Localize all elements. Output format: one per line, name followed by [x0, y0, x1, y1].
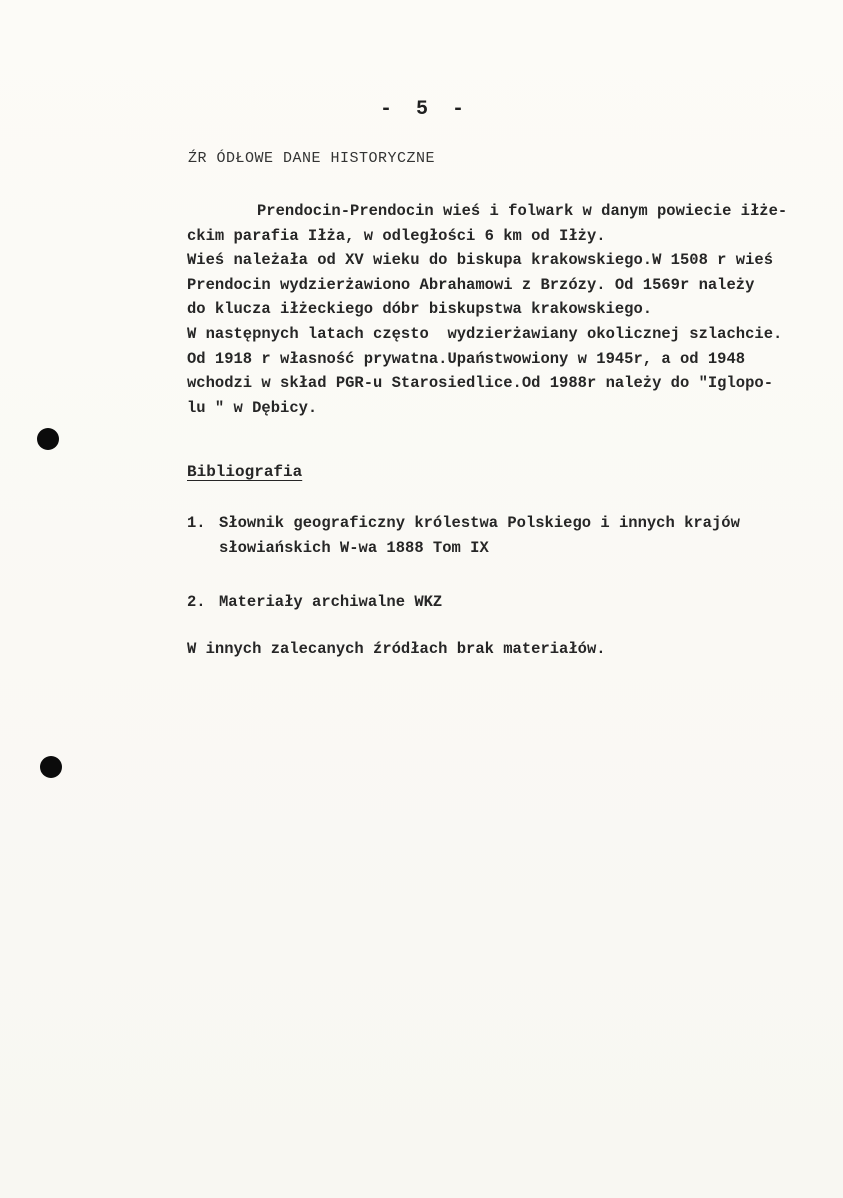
- paragraph-line: W następnych latach często wydzierżawiany okolicznej szlachcie.: [187, 324, 783, 343]
- bibliography-item: [187, 511, 827, 561]
- historical-paragraph: [187, 199, 837, 420]
- paragraph-line: Prendocin wydzierżawiono Abrahamowi z Brzózy. Od 1569r należy: [187, 275, 755, 294]
- bibliography-list: [187, 511, 827, 644]
- paragraph-line: do klucza iłżeckiego dóbr biskupstwa krakowskiego.: [187, 300, 653, 319]
- bibliography-item-text: Słownik geograficzny królestwa Polskiego i innych krajów słowiańskich W-wa 1888 Tom IX: [219, 514, 740, 557]
- punch-hole-top: [37, 428, 59, 450]
- section-title: ŹR ÓDŁOWE DANE HISTORYCZNE: [188, 150, 436, 167]
- bibliography-item-number: 2.: [187, 593, 206, 611]
- paragraph-line: ckim parafia Iłża, w odległości 6 km od Iłży.: [187, 226, 606, 245]
- bibliography-heading: Bibliografia: [187, 463, 303, 481]
- paragraph-line: lu " w Dębicy.: [187, 398, 318, 417]
- page-number: - 5 -: [380, 98, 471, 121]
- paragraph-line: Prendocin-Prendocin wieś i folwark w danym powiecie iłże-: [257, 202, 788, 220]
- paragraph-line: Od 1918 r własność prywatna.Upaństwowiony w 1945r, a od 1948: [187, 349, 746, 368]
- bibliography-item-text: Materiały archiwalne WKZ: [219, 593, 443, 611]
- bibliography-item: [187, 590, 827, 615]
- closing-note: W innych zalecanych źródłach brak materiałów.: [187, 640, 606, 658]
- bibliography-item-number: 1.: [187, 514, 206, 532]
- punch-hole-bottom: [40, 756, 62, 778]
- paragraph-line: Wieś należała od XV wieku do biskupa krakowskiego.W 1508 r wieś: [187, 251, 773, 270]
- paragraph-line: wchodzi w skład PGR-u Starosiedlice.Od 1988r należy do "Iglopo-: [187, 374, 773, 393]
